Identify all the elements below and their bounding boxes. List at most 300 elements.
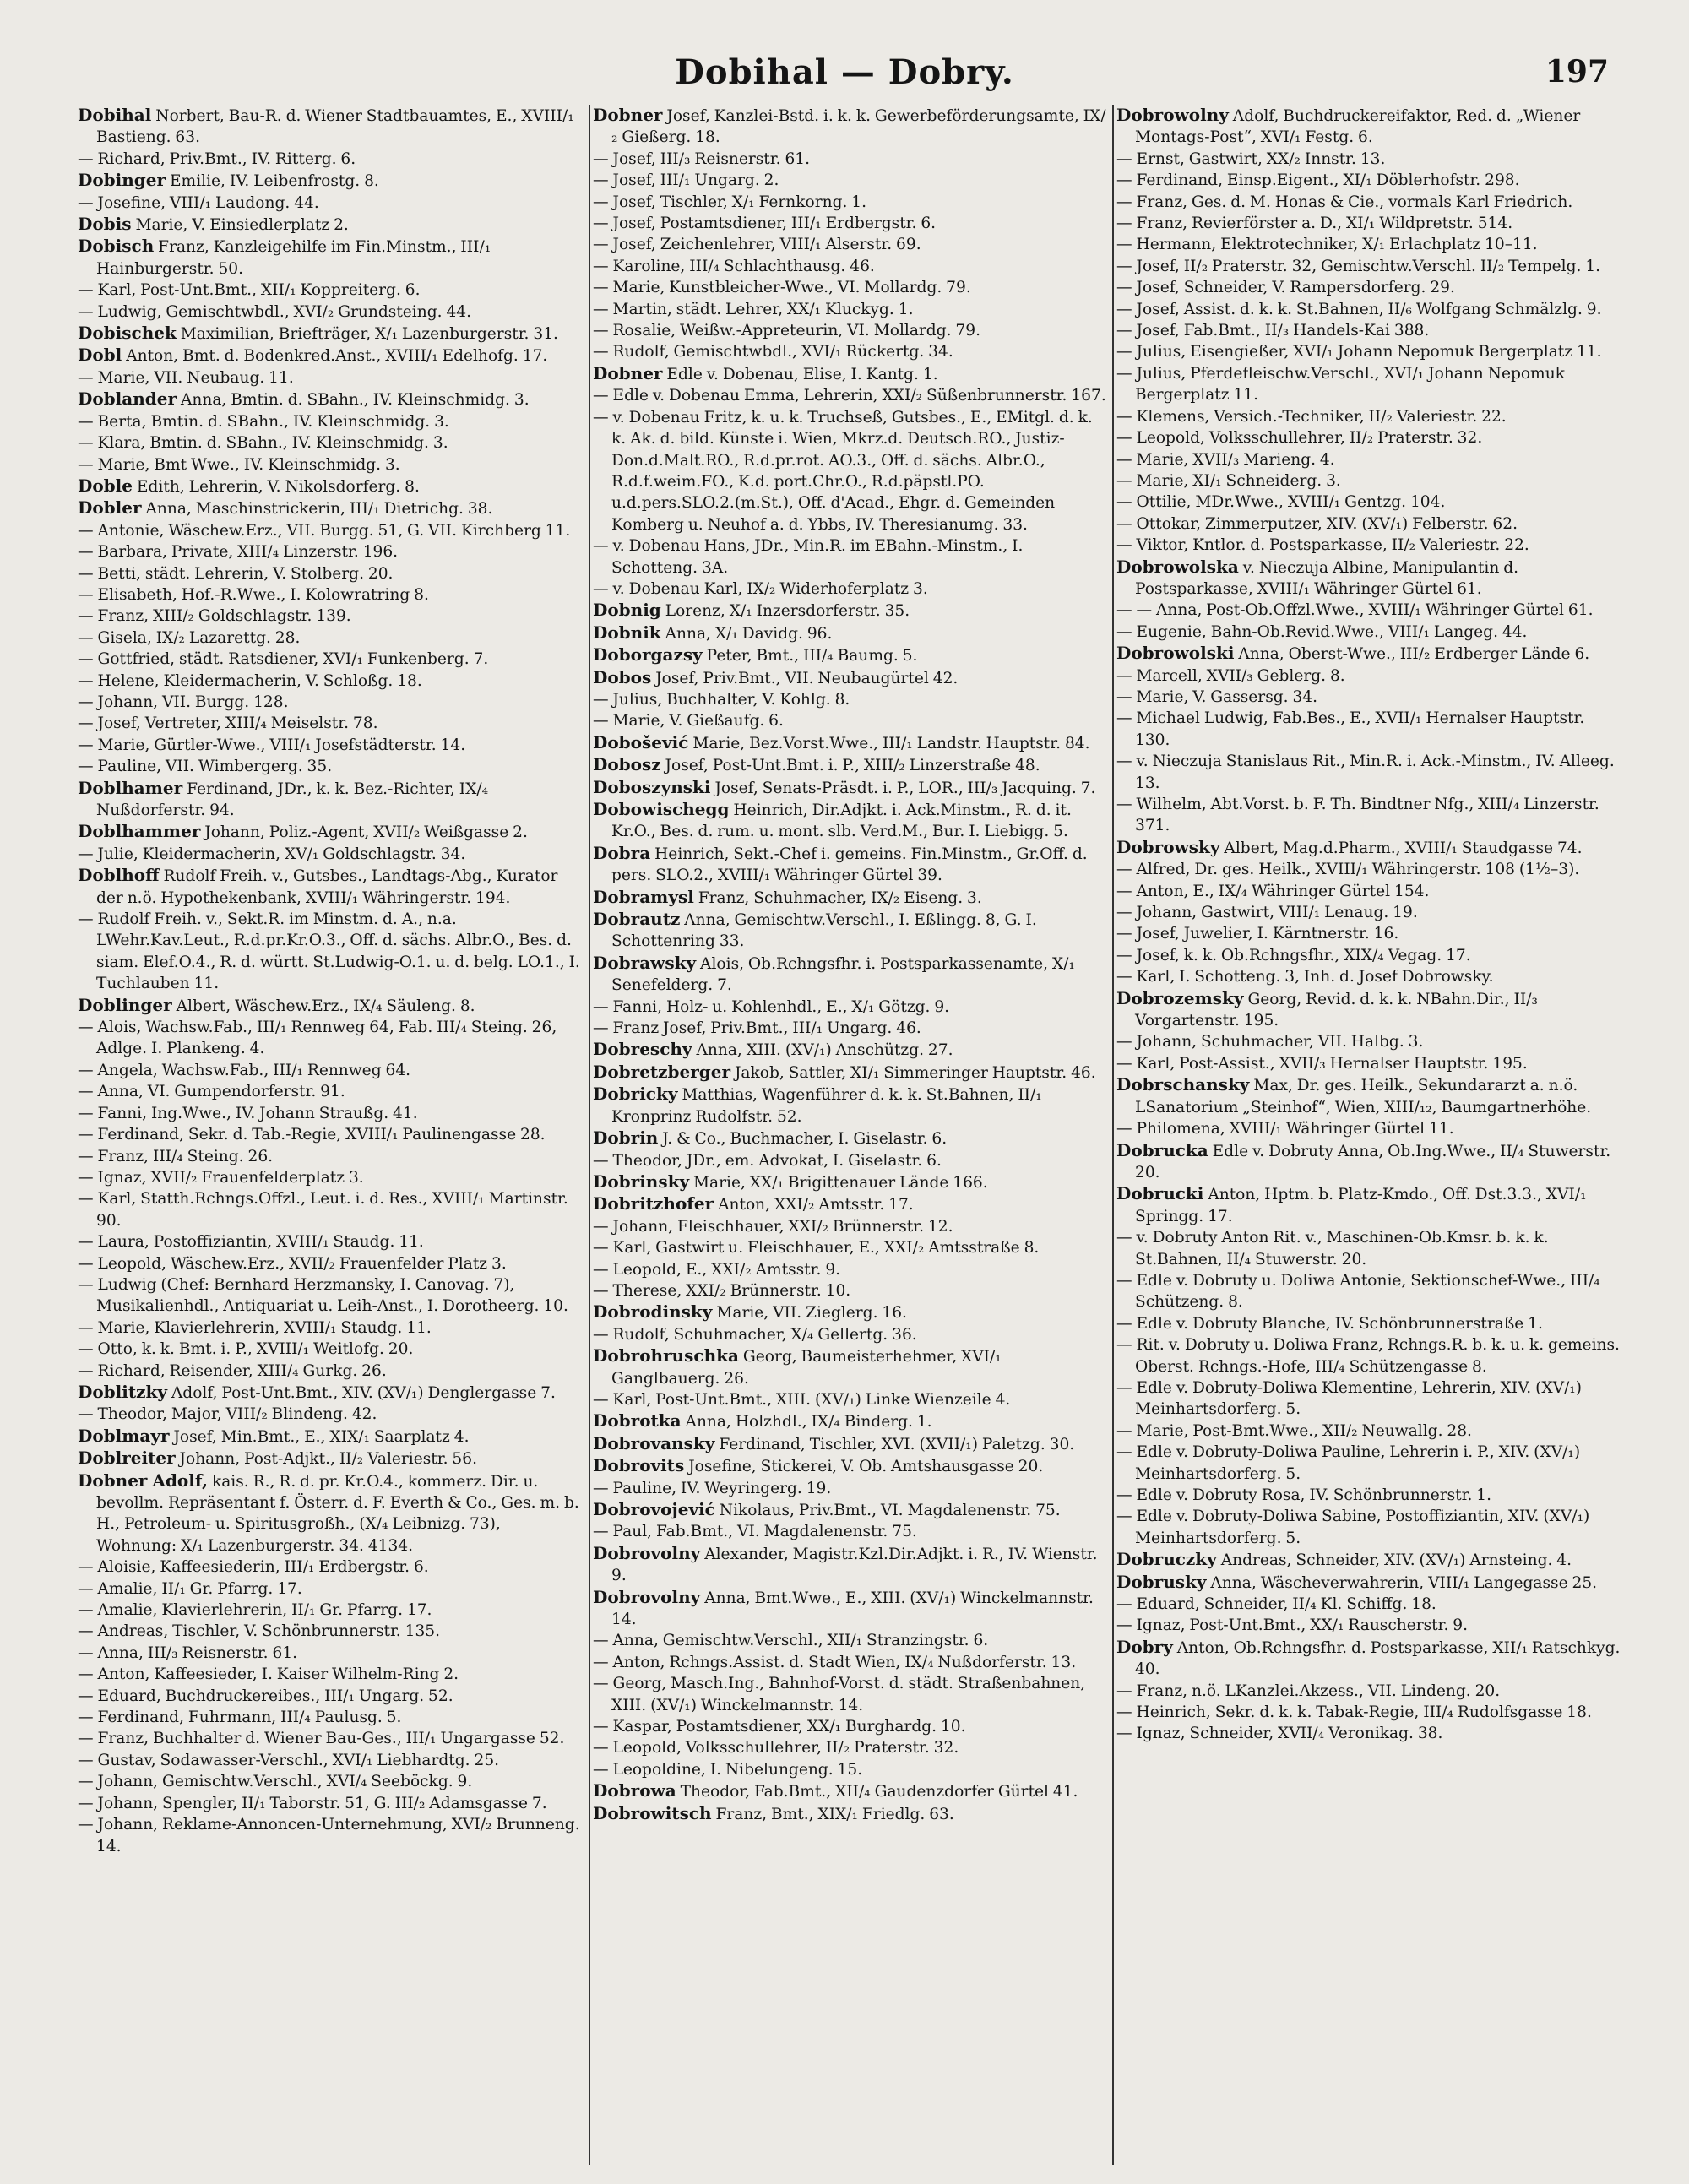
directory-entry [593, 213, 1110, 234]
directory-entry [78, 475, 584, 497]
entry-details: — Angela, Wachsw.Fab., III/₁ Rennweg 64. [78, 1061, 411, 1079]
directory-entry [78, 1317, 584, 1339]
directory-entry [78, 778, 584, 822]
directory-entry [1116, 1594, 1623, 1615]
entry-surname: Dobramysl [593, 886, 694, 907]
entry-details: — Leopold, Wäschew.Erz., XVII/₂ Frauenfelder Platz 3. [78, 1254, 507, 1273]
entry-surname: Dobrautz [593, 909, 681, 930]
entry-details: — Ludwig (Chef: Bernhard Herzmansky, I. Canovag. 7), Musikalienhdl., Antiquariat u. Leih-Anst., I. Dorotheerg. 10. [78, 1275, 568, 1316]
entry-details: — Marcell, XVII/₃ Geblerg. 8. [1116, 666, 1345, 685]
entry-details: — Eugenie, Bahn-Ob.Revid.Wwe., VIII/₁ Langeg. 44. [1116, 622, 1528, 641]
entry-details: Anton, XXI/₂ Amtsstr. 17. [718, 1196, 914, 1214]
entry-details: — Heinrich, Sekr. d. k. k. Tabak-Regie, III/₄ Rudolfsgasse 18. [1116, 1703, 1592, 1722]
directory-entry [593, 385, 1110, 406]
entry-details: Georg, Revid. d. k. k. NBahn.Dir., II/₃ Vorgartenstr. 195. [1135, 990, 1538, 1030]
entry-surname: Doblreiter [78, 1448, 176, 1469]
entry-details: — Gottfried, städt. Ratsdiener, XVI/₁ Funkenberg. 7. [78, 650, 489, 669]
entry-details: — Johann, Gemischtw.Verschl., XVI/₄ Seeböckg. 9. [78, 1773, 473, 1791]
entry-details: — Klemens, Versich.-Techniker, II/₂ Valeriestr. 22. [1116, 407, 1507, 426]
directory-entry [1116, 1702, 1623, 1723]
entry-details: — Marie, V. Gassersg. 34. [1116, 687, 1318, 706]
directory-entry [593, 407, 1110, 535]
entry-details: Alexander, Magistr.Kzl.Dir.Adjkt. i. R., IV. Wienstr. 9. [611, 1545, 1098, 1585]
entry-surname: Dobry [1116, 1636, 1173, 1657]
directory-entry [1116, 1334, 1623, 1377]
entry-details: Josef, Priv.Bmt., VII. Neubaugürtel 42. [655, 669, 959, 687]
directory-entry [593, 1803, 1110, 1825]
entry-details: — Michael Ludwig, Fab.Bes., E., XVII/₁ Hernalser Hauptstr. 130. [1116, 709, 1585, 749]
directory-entry [593, 1216, 1110, 1237]
directory-entry [1116, 105, 1623, 149]
entry-details: — Paul, Fab.Bmt., VI. Magdalenenstr. 75. [593, 1523, 917, 1541]
entry-details: Marie, V. Einsiedlerplatz 2. [135, 216, 349, 235]
directory-entry [78, 1404, 584, 1425]
entry-details: — Karl, I. Schotteng. 3, Inh. d. Josef Dobrowsky. [1116, 968, 1494, 986]
entry-details: J. & Co., Buchmacher, I. Giselastr. 6. [662, 1130, 948, 1149]
entry-details: — v. Dobenau Karl, IX/₂ Widerhoferplatz 3. [593, 579, 928, 598]
directory-entry [78, 388, 584, 410]
directory-entry [593, 234, 1110, 255]
entry-details: — Anna, VI. Gumpendorferstr. 91. [78, 1083, 345, 1101]
directory-entry [1116, 1442, 1623, 1485]
entry-details: — Helene, Kleidermacherin, V. Schloßg. 18. [78, 671, 422, 690]
directory-entry [593, 277, 1110, 298]
directory-entry [78, 1103, 584, 1124]
directory-entry [593, 1521, 1110, 1542]
directory-entry [78, 236, 584, 280]
directory-entry [1116, 622, 1623, 643]
entry-details: Theodor, Fab.Bmt., XII/₄ Gaudenzdorfer Gürtel 41. [680, 1783, 1078, 1801]
entry-details: — Josef, Postamtsdiener, III/₁ Erdbergstr. 6. [593, 215, 937, 233]
directory-entry [78, 1124, 584, 1145]
entry-surname: Dobler [78, 497, 142, 519]
directory-entry [1116, 1183, 1623, 1227]
directory-entry [593, 579, 1110, 600]
entry-details: Peter, Bmt., III/₄ Baumg. 5. [706, 647, 918, 666]
entry-details: Anna, Holzhdl., IX/₄ Binderg. 1. [685, 1413, 932, 1432]
entry-surname: Dobošević [593, 731, 689, 752]
directory-entry [78, 1167, 584, 1188]
directory-entry [78, 280, 584, 301]
directory-entry [78, 1728, 584, 1749]
directory-entry [593, 1062, 1110, 1084]
entry-details: — Edle v. Dobruty-Doliwa Klementine, Lehrerin, XIV. (XV/₁) Meinhartsdorferg. 5. [1116, 1378, 1582, 1419]
entry-details: — Fanni, Holz- u. Kohlenhdl., E., X/₁ Götzg. 9. [593, 997, 950, 1016]
entry-details: — Rosalie, Weißw.-Appreteurin, VI. Mollardg. 79. [593, 322, 981, 340]
entry-details: — Franz, III/₄ Steing. 26. [78, 1147, 274, 1165]
directory-entry [1116, 1421, 1623, 1442]
directory-entry [1116, 192, 1623, 213]
directory-entry [78, 454, 584, 475]
directory-entry [593, 997, 1110, 1018]
directory-entry [593, 299, 1110, 320]
entry-details: — Franz, XIII/₂ Goldschlagstr. 139. [78, 607, 351, 626]
directory-entry [78, 1081, 584, 1102]
entry-details: kais. R., R. d. pr. Kr.O.4., kommerz. Dir. u. bevollm. Repräsentant f. Österr. d. F. Everth & Co., Ges. m. b. H., Petroleum- u. Spiritusgroßh., (X/₄ Leibnizg. 73), Wohnung: X/₁ Lazenburgerstr. 34. 4134. [96, 1472, 579, 1555]
entry-details: — Josef, Vertreter, XIII/₄ Meiselstr. 78. [78, 714, 378, 733]
directory-entry [1116, 988, 1623, 1032]
directory-entry [1116, 299, 1623, 320]
entry-details: Max, Dr. ges. Heilk., Sekundararzt a. n.ö. LSanatorium „Steinhof“, Wien, XIII/₁₂, Baumgartnerhöhe. [1135, 1077, 1592, 1116]
directory-entry [593, 667, 1110, 689]
entry-details: Edle v. Dobruty Anna, Ob.Ing.Wwe., II/₄ Stuwerstr. 20. [1135, 1142, 1611, 1182]
entry-details: — Barbara, Private, XIII/₄ Linzerstr. 196. [78, 543, 399, 562]
entry-details: — — Anna, Post-Ob.Offzl.Wwe., XVIII/₁ Währinger Gürtel 61. [1116, 601, 1594, 620]
directory-entry [1116, 1723, 1623, 1744]
directory-entry [1116, 1549, 1623, 1571]
entry-surname: Dobner [593, 362, 663, 383]
directory-entry [593, 1127, 1110, 1149]
entry-details: — Karl, Post-Unt.Bmt., XIII. (XV/₁) Linke Wienzeile 4. [593, 1390, 1011, 1409]
directory-entry [78, 1600, 584, 1621]
entry-details: Heinrich, Dir.Adjkt. i. Ack.Minstm., R. d. it. Kr.O., Bes. d. rum. u. mont. slb. Verd.M., Bur. I. Liebigg. 5. [611, 801, 1072, 841]
entry-surname: Dobra [593, 842, 651, 863]
directory-entry [78, 170, 584, 192]
directory-entry [593, 754, 1110, 776]
entry-details: — Ernst, Gastwirt, XX/₂ Innstr. 13. [1116, 149, 1386, 168]
directory-entry [78, 1188, 584, 1231]
directory-entry [78, 1771, 584, 1792]
entry-details: — Johann, Schuhmacher, VII. Halbg. 3. [1116, 1033, 1424, 1051]
directory-entry [78, 844, 584, 865]
directory-entry [593, 1018, 1110, 1039]
directory-entry [593, 1345, 1110, 1389]
entry-details: — Karl, Gastwirt u. Fleischhauer, E., XXI/₂ Amtsstraße 8. [593, 1239, 1040, 1258]
entry-details: — Marie, XVII/₃ Marieng. 4. [1116, 450, 1335, 469]
directory-entry [593, 535, 1110, 579]
entry-details: Anna, Gemischtw.Verschl., I. Eßlingg. 8, G. I. Schottenring 33. [611, 911, 1037, 951]
entry-details: Josef, Senats-Präsdt. i. P., LOR., III/₃ Jacquing. 7. [714, 779, 1096, 797]
directory-entry [78, 1750, 584, 1771]
directory-entry [78, 1664, 584, 1685]
directory-entry [593, 799, 1110, 843]
entry-surname: Dobosz [593, 754, 661, 775]
entry-details: — Gisela, IX/₂ Lazarettg. 28. [78, 628, 301, 647]
entry-details: — Josefine, VIII/₁ Laudong. 44. [78, 193, 319, 212]
entry-details: — Ignaz, XVII/₂ Frauenfelderplatz 3. [78, 1168, 364, 1187]
directory-entry [1116, 557, 1623, 600]
directory-entry [78, 1382, 584, 1404]
entry-details: Franz, Kanzleigehilfe im Fin.Minstm., III/₁ Hainburgerstr. 50. [96, 238, 491, 278]
entry-surname: Dobner [593, 105, 663, 125]
entry-details: — Anton, Rchngs.Assist. d. Stadt Wien, IX/₄ Nußdorferstr. 13. [593, 1653, 1077, 1671]
directory-entry [78, 584, 584, 606]
entry-details: — Franz, Revierförster a. D., XI/₁ Wildpretstr. 514. [1116, 215, 1513, 233]
directory-entry [1116, 1313, 1623, 1334]
directory-entry [593, 1543, 1110, 1587]
directory-entry [593, 777, 1110, 799]
directory-entry [1116, 449, 1623, 470]
entry-surname: Dobrawsky [593, 952, 697, 973]
directory-entry [78, 713, 584, 734]
entry-details: Franz, Schuhmacher, IX/₂ Eiseng. 3. [698, 888, 982, 907]
entry-details: — Marie, Post-Bmt.Wwe., XII/₂ Neuwallg. 28. [1116, 1421, 1472, 1440]
entry-details: Albert, Wäschew.Erz., IX/₄ Säuleng. 8. [176, 997, 475, 1015]
directory-entry [593, 953, 1110, 997]
entry-surname: Dobrinsky [593, 1171, 690, 1192]
entry-details: — Andreas, Tischler, V. Schönbrunnerstr. 135. [78, 1622, 441, 1641]
directory-entry [1116, 902, 1623, 923]
entry-surname: Dobischek [78, 323, 177, 344]
directory-entry [1116, 1270, 1623, 1313]
entry-details: — Josef, III/₁ Ungarg. 2. [593, 171, 779, 190]
entry-details: — Rudolf, Gemischtwbdl., XVI/₁ Rückertg. 34. [593, 343, 953, 361]
entry-surname: Dobrowa [593, 1780, 676, 1801]
entry-details: — Marie, Klavierlehrerin, XVIII/₁ Staudg. 11. [78, 1318, 432, 1337]
directory-entry [593, 1587, 1110, 1631]
entry-details: — Amalie, Klavierlehrerin, II/₁ Gr. Pfarrg. 17. [78, 1601, 432, 1620]
directory-entry [78, 520, 584, 541]
entry-details: — Rudolf, Schuhmacher, X/₄ Gellertg. 36. [593, 1325, 917, 1344]
entry-details: Edith, Lehrerin, V. Nikolsdorferg. 8. [136, 477, 420, 496]
directory-entry [593, 887, 1110, 909]
directory-entry [1116, 277, 1623, 298]
directory-entry [78, 649, 584, 670]
directory-entry [1116, 708, 1623, 751]
entry-surname: Doblander [78, 388, 177, 410]
directory-entry [593, 1301, 1110, 1323]
directory-entry [593, 689, 1110, 710]
directory-entry [1116, 213, 1623, 234]
directory-entry [593, 1389, 1110, 1410]
directory-entry [78, 432, 584, 454]
directory-entry [593, 1410, 1110, 1432]
directory-entry [1116, 406, 1623, 427]
directory-entry [593, 1259, 1110, 1280]
entry-details: Anton, Hptm. b. Platz-Kmdo., Off. Dst.3.3., XVI/₁ Springg. 17. [1135, 1186, 1587, 1225]
directory-entry [78, 193, 584, 214]
directory-entry [1116, 427, 1623, 448]
entry-details: — Ferdinand, Fuhrmann, III/₄ Paulusg. 5. [78, 1709, 402, 1727]
entry-surname: Dobrusky [1116, 1571, 1207, 1592]
entry-details: — Edle v. Dobruty-Doliwa Sabine, Postoffiziantin, XIV. (XV/₁) Meinhartsdorferg. 5. [1116, 1508, 1590, 1547]
entry-details: — Josef, Schneider, V. Rampersdorferg. 29. [1116, 279, 1455, 297]
directory-entry [78, 563, 584, 584]
entry-details: — Leopold, Volksschullehrer, II/₂ Praterstr. 32. [1116, 429, 1483, 448]
entry-surname: Dobinger [78, 170, 166, 191]
entry-surname: Doborgazsy [593, 644, 703, 666]
entry-details: — Johann, Gastwirt, VIII/₁ Lenaug. 19. [1116, 904, 1418, 922]
entry-details: — Berta, Bmtin. d. SBahn., IV. Kleinschmidg. 3. [78, 412, 449, 431]
entry-details: — Theodor, Major, VIII/₂ Blindeng. 42. [78, 1405, 377, 1424]
directory-entry [78, 497, 584, 519]
directory-entry [1116, 1227, 1623, 1270]
column-divider [589, 105, 590, 2165]
entry-details: Anna, Maschinstrickerin, III/₁ Dietrichg. 38. [145, 500, 493, 519]
directory-entry [593, 1433, 1110, 1455]
directory-entry [1116, 751, 1623, 794]
entry-details: — Edle v. Dobruty Rosa, IV. Schönbrunnerstr. 1. [1116, 1486, 1492, 1504]
directory-entry [1116, 513, 1623, 535]
directory-entry [1116, 859, 1623, 880]
directory-entry [1116, 1615, 1623, 1636]
column-2 [593, 105, 1110, 2165]
entry-details: — Gustav, Sodawasser-Verschl., XVI/₁ Liebhardtg. 25. [78, 1751, 500, 1769]
directory-entry [78, 214, 584, 236]
entry-details: — Ferdinand, Sekr. d. Tab.-Regie, XVIII/₁ Paulinengasse 28. [78, 1126, 546, 1144]
directory-entry [78, 411, 584, 432]
directory-entry [593, 644, 1110, 666]
entry-details: Anna, Bmt.Wwe., E., XIII. (XV/₁) Winckelmannstr. 14. [611, 1589, 1094, 1629]
entry-details: Josef, Kanzlei-Bstd. i. k. k. Gewerbeförderungsamte, IX/₂ Gießerg. 18. [611, 107, 1106, 147]
entry-details: — Anton, E., IX/₄ Währinger Gürtel 154. [1116, 882, 1430, 900]
entry-details: — Marie, Bmt Wwe., IV. Kleinschmidg. 3. [78, 455, 400, 474]
directory-entry [78, 1253, 584, 1274]
directory-entry [78, 1793, 584, 1814]
directory-entry [78, 1017, 584, 1060]
directory-entry [78, 149, 584, 170]
directory-entry [1116, 881, 1623, 902]
entry-details: Anna, Wäscheverwahrerin, VIII/₁ Langegasse 25. [1210, 1573, 1598, 1592]
directory-entry [593, 1652, 1110, 1673]
directory-entry [593, 1759, 1110, 1780]
entry-details: — Eduard, Schneider, II/₄ Kl. Schiffg. 18. [1116, 1595, 1436, 1614]
entry-surname: Dobis [78, 214, 132, 235]
entry-details: — Ottokar, Zimmerputzer, XIV. (XV/₁) Felberstr. 62. [1116, 514, 1518, 533]
entry-surname: Dobrschansky [1116, 1074, 1250, 1095]
entry-surname: Dobrovansky [593, 1432, 715, 1453]
entry-details: — Ottilie, MDr.Wwe., XVIII/₁ Gentzg. 104. [1116, 493, 1446, 512]
directory-entry [1116, 149, 1623, 170]
directory-entry [593, 1237, 1110, 1258]
directory-entry [1116, 666, 1623, 687]
directory-entry [78, 1707, 584, 1728]
directory-entry [593, 1150, 1110, 1171]
entry-details: — Karl, Statth.Rchngs.Offzl., Leut. i. d. Res., XVIII/₁ Martinstr. 90. [78, 1190, 568, 1230]
entry-details: — Aloisie, Kaffeesiederin, III/₁ Erdbergstr. 6. [78, 1558, 429, 1577]
directory-entry [78, 671, 584, 692]
entry-details: — Julius, Pferdefleischw.Verschl., XVI/₁ Johann Nepomuk Bergerplatz 11. [1116, 364, 1565, 405]
entry-details: Nikolaus, Priv.Bmt., VI. Magdalenenstr. 75. [719, 1502, 1061, 1519]
directory-entry [78, 756, 584, 777]
entry-surname: Dobl [78, 345, 122, 366]
directory-entry [1116, 794, 1623, 837]
entry-details: — Josef, Tischler, X/₁ Fernkorng. 1. [593, 193, 867, 211]
entry-details: — Edle v. Dobruty-Doliwa Pauline, Lehrerin i. P., XIV. (XV/₁) Meinhartsdorferg. 5. [1116, 1443, 1581, 1483]
entry-details: — Edle v. Dobenau Emma, Lehrerin, XXI/₂ Süßenbrunnerstr. 167. [593, 387, 1106, 405]
entry-details: — Julius, Eisengießer, XVI/₁ Johann Nepomuk Bergerplatz 11. [1116, 343, 1602, 361]
entry-details: Josef, Min.Bmt., E., XIX/₁ Saarplatz 4. [173, 1427, 470, 1446]
entry-surname: Dobrovolny [593, 1542, 701, 1563]
entry-details: Ferdinand, JDr., k. k. Bez.-Richter, IX/₄ Nußdorferstr. 94. [96, 780, 489, 819]
directory-entry [593, 1673, 1110, 1716]
entry-details: — v. Nieczuja Stanislaus Rit., Min.R. i. Ack.-Minstm., IV. Alleeg. 13. [1116, 752, 1615, 792]
directory-entry [1116, 470, 1623, 492]
directory-entry [593, 1737, 1110, 1758]
entry-details: — Pauline, VII. Wimbergerg. 35. [78, 758, 333, 776]
entry-details: — Ignaz, Schneider, XVII/₄ Veronikag. 38. [1116, 1725, 1443, 1743]
directory-entry [78, 606, 584, 627]
entry-details: — Anna, Gemischtw.Verschl., XII/₁ Stranzingstr. 6. [593, 1632, 989, 1650]
entry-details: — Julius, Buchhalter, V. Kohlg. 8. [593, 690, 850, 709]
entry-details: — Marie, Kunstbleicher-Wwe., VI. Mollardg. 79. [593, 279, 971, 297]
directory-entry [593, 1499, 1110, 1521]
entry-details: — Johann, Fleischhauer, XXI/₂ Brünnerstr. 12. [593, 1217, 953, 1236]
entry-details: — Karoline, III/₄ Schlachthausg. 46. [593, 257, 875, 275]
directory-entry [593, 105, 1110, 149]
directory-entry [1116, 643, 1623, 665]
directory-entry [1116, 341, 1623, 362]
directory-entry [78, 627, 584, 649]
directory-entry [1116, 535, 1623, 556]
directory-entry [593, 1780, 1110, 1802]
directory-entry [593, 1084, 1110, 1127]
directory-entry [78, 1557, 584, 1578]
directory-entry [1116, 966, 1623, 987]
directory-entry [593, 149, 1110, 170]
column-divider [1112, 105, 1114, 2165]
entry-details: — Josef, Fab.Bmt., II/₃ Handels-Kai 388. [1116, 322, 1430, 340]
entry-details: Andreas, Schneider, XIV. (XV/₁) Arnsteing. 4. [1220, 1551, 1572, 1570]
entry-details: Anna, Bmtin. d. SBahn., IV. Kleinschmidg. 3. [180, 391, 530, 410]
entry-details: — Ferdinand, Einsp.Eigent., XI/₁ Döblerhofstr. 298. [1116, 171, 1520, 190]
column-3 [1116, 105, 1623, 2165]
directory-entry [1116, 1377, 1623, 1421]
directory-entry [593, 710, 1110, 731]
entry-surname: Dobrodinsky [593, 1301, 713, 1323]
directory-entry [1116, 1074, 1623, 1118]
directory-entry [1116, 256, 1623, 277]
entry-surname: Dobnik [593, 622, 661, 643]
entry-details: Adolf, Post-Unt.Bmt., XIV. (XV/₁) Denglergasse 7. [171, 1383, 556, 1402]
entry-surname: Dobrowolski [1116, 643, 1235, 664]
page-title: Dobihal — Dobry. [675, 52, 1014, 92]
entry-details: — Franz, n.ö. LKanzlei.Akzess., VII. Lindeng. 20. [1116, 1681, 1501, 1700]
entry-details: Albert, Mag.d.Pharm., XVIII/₁ Staudgasse 74. [1224, 839, 1583, 857]
entry-details: — Edle v. Dobruty u. Doliwa Antonie, Sektionschef-Wwe., III/₄ Schützeng. 8. [1116, 1271, 1600, 1312]
directory-entry [78, 302, 584, 323]
entry-details: Edle v. Dobenau, Elise, I. Kantg. 1. [666, 365, 938, 383]
directory-entry [1116, 1506, 1623, 1549]
entry-details: — Leopoldine, I. Nibelungeng. 15. [593, 1760, 863, 1779]
directory-entry [593, 256, 1110, 277]
entry-details: — Marie, V. Gießaufg. 6. [593, 712, 784, 731]
directory-entry [78, 1621, 584, 1642]
entry-details: — Edle v. Dobruty Blanche, IV. Schönbrunnerstraße 1. [1116, 1314, 1543, 1333]
directory-entry [78, 1578, 584, 1600]
entry-details: — Ludwig, Gemischtwbdl., XVI/₂ Grundsteing. 44. [78, 302, 472, 321]
entry-details: Maximilian, Briefträger, X/₁ Lazenburgerstr. 31. [180, 325, 558, 344]
entry-details: — Theodor, JDr., em. Advokat, I. Giselastr. 6. [593, 1151, 942, 1170]
directory-entry [78, 105, 584, 149]
entry-details: Norbert, Bau-R. d. Wiener Stadtbauamtes, E., XVIII/₁ Bastieng. 63. [96, 107, 574, 147]
entry-surname: Dobrovojević [593, 1499, 715, 1519]
entry-details: — Hermann, Elektrotechniker, X/₁ Erlachplatz 10–11. [1116, 236, 1538, 254]
directory-entry [78, 1470, 584, 1557]
entry-surname: Dobowischegg [593, 799, 730, 819]
entry-details: — Otto, k. k. Bmt. i. P., XVIII/₁ Weitlofg. 20. [78, 1340, 414, 1359]
entry-details: — Richard, Priv.Bmt., IV. Ritterg. 6. [78, 149, 356, 168]
entry-details: Marie, Bez.Vorst.Wwe., III/₁ Landstr. Hauptstr. 84. [692, 734, 1090, 752]
directory-entry [1116, 320, 1623, 341]
directory-entry [78, 1339, 584, 1360]
entry-details: — Karl, Post-Assist., XVII/₃ Hernalser Hauptstr. 195. [1116, 1054, 1528, 1073]
directory-entry [1116, 170, 1623, 191]
directory-entry [78, 323, 584, 345]
directory-entry [78, 1643, 584, 1664]
entry-details: Johann, Post-Adjkt., II/₂ Valeriestr. 56. [179, 1450, 478, 1469]
directory-entry [593, 1630, 1110, 1651]
directory-entry [1116, 1485, 1623, 1506]
entry-details: Georg, Baumeisterhehmer, XVI/₁ Ganglbauerg. 26. [611, 1348, 1002, 1388]
entry-details: Alois, Ob.Rchngsfhr. i. Postsparkassenamte, X/₁ Senefelderg. 7. [611, 954, 1075, 995]
directory-entry [1116, 945, 1623, 966]
entry-details: — Pauline, IV. Weyringerg. 19. [593, 1479, 832, 1497]
directory-entry [1116, 1681, 1623, 1702]
entry-surname: Dobrotka [593, 1410, 682, 1432]
entry-details: — Viktor, Kntlor. d. Postsparkasse, II/₂ Valeriestr. 22. [1116, 536, 1529, 555]
entry-details: — Laura, Postoffiziantin, XVIII/₁ Staudg. 11. [78, 1233, 424, 1252]
